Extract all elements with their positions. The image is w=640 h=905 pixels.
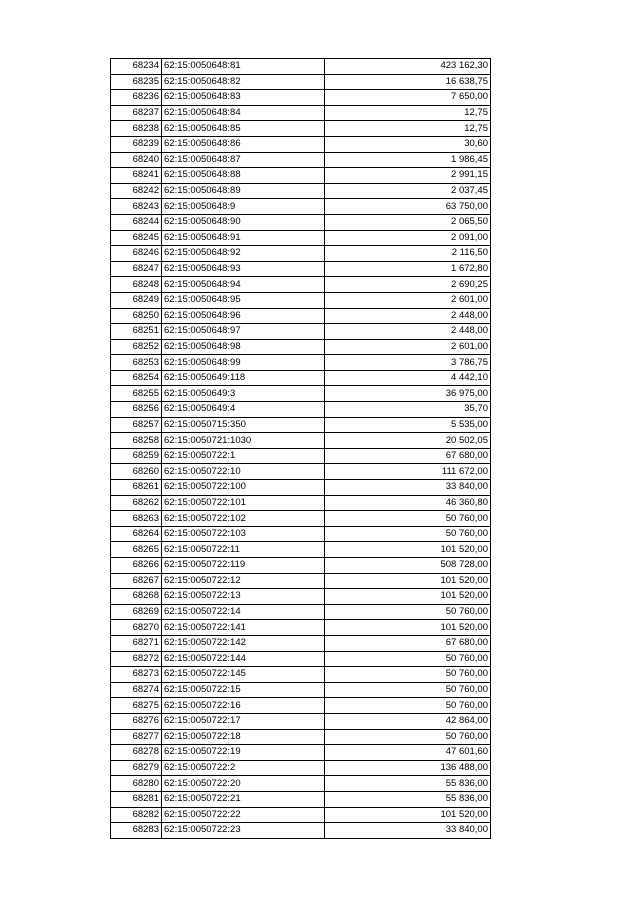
value-cell: 50 760,00	[325, 604, 491, 620]
table-row	[111, 136, 491, 152]
table-row	[111, 277, 491, 293]
table-row	[111, 402, 491, 418]
table-row	[111, 355, 491, 371]
value-cell: 33 840,00	[325, 823, 491, 839]
table-row	[111, 682, 491, 698]
value-cell: 12,75	[325, 105, 491, 121]
cadastral-number-cell: 62:15:0050722:13	[162, 589, 325, 605]
value-cell: 12,75	[325, 121, 491, 137]
cadastral-number-cell: 62:15:0050722:10	[162, 464, 325, 480]
row-number-cell: 68253	[111, 355, 162, 371]
table-row	[111, 214, 491, 230]
table-row	[111, 183, 491, 199]
row-number-cell: 68249	[111, 292, 162, 308]
cadastral-number-cell: 62:15:0050722:22	[162, 807, 325, 823]
cadastral-number-cell: 62:15:0050648:94	[162, 277, 325, 293]
row-number-cell: 68269	[111, 604, 162, 620]
table-row	[111, 791, 491, 807]
table-row	[111, 199, 491, 215]
value-cell: 2 601,00	[325, 292, 491, 308]
row-number-cell: 68275	[111, 698, 162, 714]
table-row	[111, 246, 491, 262]
cadastral-number-cell: 62:15:0050722:102	[162, 511, 325, 527]
table-row	[111, 480, 491, 496]
value-cell: 101 520,00	[325, 542, 491, 558]
value-cell: 36 975,00	[325, 386, 491, 402]
row-number-cell: 68259	[111, 448, 162, 464]
value-cell: 101 520,00	[325, 589, 491, 605]
row-number-cell: 68274	[111, 682, 162, 698]
cadastral-number-cell: 62:15:0050648:97	[162, 324, 325, 340]
row-number-cell: 68257	[111, 417, 162, 433]
value-cell: 2 116,50	[325, 246, 491, 262]
table-row	[111, 651, 491, 667]
row-number-cell: 68261	[111, 480, 162, 496]
table-row	[111, 386, 491, 402]
cadastral-number-cell: 62:15:0050715:350	[162, 417, 325, 433]
table-row	[111, 121, 491, 137]
cadastral-number-cell: 62:15:0050722:11	[162, 542, 325, 558]
row-number-cell: 68255	[111, 386, 162, 402]
row-number-cell: 68267	[111, 573, 162, 589]
table-row	[111, 90, 491, 106]
row-number-cell: 68281	[111, 791, 162, 807]
row-number-cell: 68256	[111, 402, 162, 418]
cadastral-number-cell: 62:15:0050648:86	[162, 136, 325, 152]
table-row	[111, 495, 491, 511]
row-number-cell: 68239	[111, 136, 162, 152]
value-cell: 55 836,00	[325, 776, 491, 792]
table-row	[111, 417, 491, 433]
cadastral-number-cell: 62:15:0050648:99	[162, 355, 325, 371]
value-cell: 50 760,00	[325, 667, 491, 683]
value-cell: 2 448,00	[325, 308, 491, 324]
value-cell: 2 091,00	[325, 230, 491, 246]
cadastral-number-cell: 62:15:0050722:100	[162, 480, 325, 496]
row-number-cell: 68235	[111, 74, 162, 90]
value-cell: 508 728,00	[325, 558, 491, 574]
cadastral-number-cell: 62:15:0050648:89	[162, 183, 325, 199]
table-row	[111, 339, 491, 355]
row-number-cell: 68245	[111, 230, 162, 246]
value-cell: 111 672,00	[325, 464, 491, 480]
table-row	[111, 667, 491, 683]
value-cell: 7 650,00	[325, 90, 491, 106]
cadastral-number-cell: 62:15:0050648:93	[162, 261, 325, 277]
row-number-cell: 68271	[111, 635, 162, 651]
table-row	[111, 558, 491, 574]
row-number-cell: 68278	[111, 745, 162, 761]
cadastral-number-cell: 62:15:0050648:87	[162, 152, 325, 168]
cadastral-number-cell: 62:15:0050648:91	[162, 230, 325, 246]
value-cell: 423 162,30	[325, 59, 491, 75]
value-cell: 50 760,00	[325, 651, 491, 667]
row-number-cell: 68240	[111, 152, 162, 168]
row-number-cell: 68242	[111, 183, 162, 199]
cadastral-number-cell: 62:15:0050648:83	[162, 90, 325, 106]
cadastral-number-cell: 62:15:0050648:85	[162, 121, 325, 137]
table-row	[111, 526, 491, 542]
table-row	[111, 620, 491, 636]
cadastral-number-cell: 62:15:0050648:81	[162, 59, 325, 75]
value-cell: 42 864,00	[325, 713, 491, 729]
value-cell: 2 448,00	[325, 324, 491, 340]
row-number-cell: 68234	[111, 59, 162, 75]
value-cell: 50 760,00	[325, 682, 491, 698]
value-cell: 4 442,10	[325, 370, 491, 386]
table-row	[111, 604, 491, 620]
row-number-cell: 68272	[111, 651, 162, 667]
table-row	[111, 542, 491, 558]
value-cell: 33 840,00	[325, 480, 491, 496]
value-cell: 50 760,00	[325, 698, 491, 714]
row-number-cell: 68279	[111, 760, 162, 776]
table-row	[111, 776, 491, 792]
row-number-cell: 68237	[111, 105, 162, 121]
row-number-cell: 68252	[111, 339, 162, 355]
value-cell: 101 520,00	[325, 620, 491, 636]
cadastral-number-cell: 62:15:0050648:84	[162, 105, 325, 121]
table-row	[111, 745, 491, 761]
value-cell: 20 502,05	[325, 433, 491, 449]
cadastral-number-cell: 62:15:0050649:3	[162, 386, 325, 402]
row-number-cell: 68251	[111, 324, 162, 340]
table-row	[111, 59, 491, 75]
table-row	[111, 370, 491, 386]
cadastral-number-cell: 62:15:0050722:21	[162, 791, 325, 807]
value-cell: 67 680,00	[325, 448, 491, 464]
cadastral-number-cell: 62:15:0050722:18	[162, 729, 325, 745]
cadastral-number-cell: 62:15:0050722:142	[162, 635, 325, 651]
value-cell: 5 535,00	[325, 417, 491, 433]
cadastral-number-cell: 62:15:0050648:92	[162, 246, 325, 262]
row-number-cell: 68254	[111, 370, 162, 386]
value-cell: 16 638,75	[325, 74, 491, 90]
row-number-cell: 68236	[111, 90, 162, 106]
cadastral-number-cell: 62:15:0050722:14	[162, 604, 325, 620]
table-row	[111, 433, 491, 449]
row-number-cell: 68241	[111, 168, 162, 184]
table-row	[111, 589, 491, 605]
table-row	[111, 511, 491, 527]
row-number-cell: 68283	[111, 823, 162, 839]
cadastral-number-cell: 62:15:0050721:1030	[162, 433, 325, 449]
value-cell: 55 836,00	[325, 791, 491, 807]
value-cell: 67 680,00	[325, 635, 491, 651]
cadastral-number-cell: 62:15:0050722:141	[162, 620, 325, 636]
value-cell: 50 760,00	[325, 511, 491, 527]
row-number-cell: 68260	[111, 464, 162, 480]
cadastral-number-cell: 62:15:0050722:12	[162, 573, 325, 589]
row-number-cell: 68244	[111, 214, 162, 230]
row-number-cell: 68276	[111, 713, 162, 729]
table-row	[111, 729, 491, 745]
value-cell: 63 750,00	[325, 199, 491, 215]
row-number-cell: 68265	[111, 542, 162, 558]
table-row	[111, 823, 491, 839]
row-number-cell: 68248	[111, 277, 162, 293]
row-number-cell: 68280	[111, 776, 162, 792]
table-row	[111, 464, 491, 480]
value-cell: 136 488,00	[325, 760, 491, 776]
value-cell: 1 672,80	[325, 261, 491, 277]
cadastral-number-cell: 62:15:0050722:2	[162, 760, 325, 776]
table-row	[111, 573, 491, 589]
value-cell: 2 991,15	[325, 168, 491, 184]
cadastral-number-cell: 62:15:0050648:98	[162, 339, 325, 355]
cadastral-number-cell: 62:15:0050722:119	[162, 558, 325, 574]
cadastral-number-cell: 62:15:0050722:15	[162, 682, 325, 698]
table-row	[111, 261, 491, 277]
value-cell: 50 760,00	[325, 526, 491, 542]
value-cell: 30,60	[325, 136, 491, 152]
row-number-cell: 68246	[111, 246, 162, 262]
row-number-cell: 68282	[111, 807, 162, 823]
cadastral-number-cell: 62:15:0050722:16	[162, 698, 325, 714]
row-number-cell: 68238	[111, 121, 162, 137]
cadastral-number-cell: 62:15:0050722:101	[162, 495, 325, 511]
row-number-cell: 68250	[111, 308, 162, 324]
table-row	[111, 308, 491, 324]
table-row	[111, 152, 491, 168]
value-cell: 47 601,60	[325, 745, 491, 761]
table-row	[111, 168, 491, 184]
cadastral-number-cell: 62:15:0050722:145	[162, 667, 325, 683]
cadastral-number-cell: 62:15:0050648:88	[162, 168, 325, 184]
cadastral-number-cell: 62:15:0050648:95	[162, 292, 325, 308]
cadastral-number-cell: 62:15:0050648:90	[162, 214, 325, 230]
row-number-cell: 68264	[111, 526, 162, 542]
table-row	[111, 807, 491, 823]
cadastral-number-cell: 62:15:0050722:19	[162, 745, 325, 761]
cadastral-number-cell: 62:15:0050722:23	[162, 823, 325, 839]
value-cell: 3 786,75	[325, 355, 491, 371]
row-number-cell: 68273	[111, 667, 162, 683]
table-row	[111, 635, 491, 651]
value-cell: 101 520,00	[325, 807, 491, 823]
cadastral-number-cell: 62:15:0050648:96	[162, 308, 325, 324]
cadastral-value-table	[110, 58, 491, 839]
value-cell: 50 760,00	[325, 729, 491, 745]
cadastral-number-cell: 62:15:0050722:20	[162, 776, 325, 792]
value-cell: 2 037,45	[325, 183, 491, 199]
row-number-cell: 68268	[111, 589, 162, 605]
cadastral-number-cell: 62:15:0050722:144	[162, 651, 325, 667]
table-row	[111, 760, 491, 776]
value-cell: 46 360,80	[325, 495, 491, 511]
row-number-cell: 68277	[111, 729, 162, 745]
table-body	[111, 59, 491, 839]
table-row	[111, 74, 491, 90]
value-cell: 2 065,50	[325, 214, 491, 230]
table-row	[111, 448, 491, 464]
cadastral-number-cell: 62:15:0050722:103	[162, 526, 325, 542]
value-cell: 35,70	[325, 402, 491, 418]
table-row	[111, 105, 491, 121]
row-number-cell: 68258	[111, 433, 162, 449]
row-number-cell: 68262	[111, 495, 162, 511]
table-row	[111, 292, 491, 308]
table-row	[111, 713, 491, 729]
cadastral-number-cell: 62:15:0050649:4	[162, 402, 325, 418]
value-cell: 2 690,25	[325, 277, 491, 293]
cadastral-number-cell: 62:15:0050648:82	[162, 74, 325, 90]
table-row	[111, 698, 491, 714]
cadastral-number-cell: 62:15:0050649:118	[162, 370, 325, 386]
table-row	[111, 230, 491, 246]
cadastral-number-cell: 62:15:0050722:17	[162, 713, 325, 729]
row-number-cell: 68270	[111, 620, 162, 636]
value-cell: 101 520,00	[325, 573, 491, 589]
row-number-cell: 68243	[111, 199, 162, 215]
table-row	[111, 324, 491, 340]
row-number-cell: 68263	[111, 511, 162, 527]
row-number-cell: 68247	[111, 261, 162, 277]
value-cell: 1 986,45	[325, 152, 491, 168]
cadastral-number-cell: 62:15:0050722:1	[162, 448, 325, 464]
cadastral-number-cell: 62:15:0050648:9	[162, 199, 325, 215]
row-number-cell: 68266	[111, 558, 162, 574]
value-cell: 2 601,00	[325, 339, 491, 355]
